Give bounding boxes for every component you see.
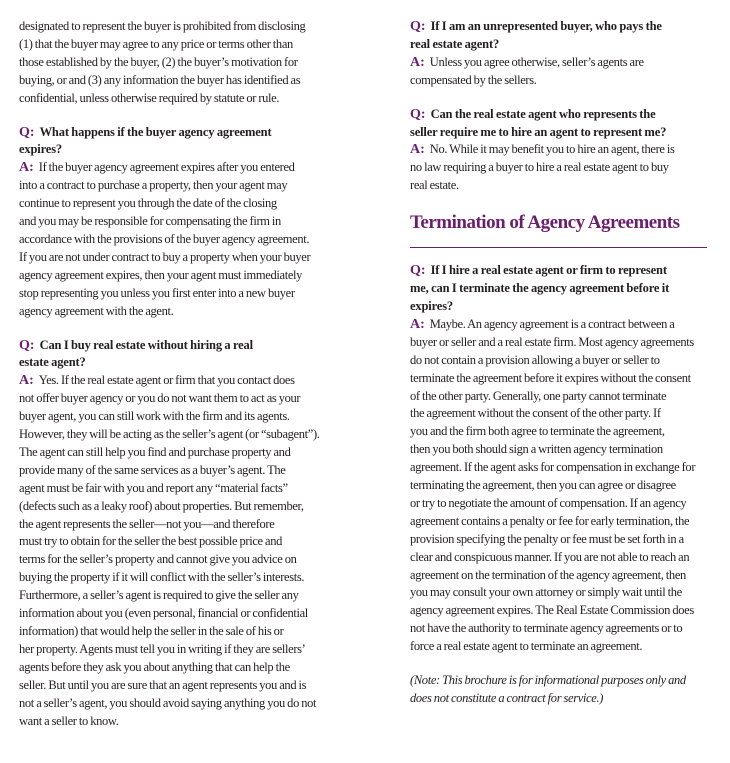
answer-line: agency agreement with the agent. xyxy=(19,303,174,318)
intro-line: those established by the buyer, (2) the buyer’s motivation for xyxy=(19,54,298,69)
question-line xyxy=(19,124,324,142)
answer-line: seller. But until you are sure that an agent represents you and is xyxy=(19,677,307,692)
answer-line: must try to obtain for the seller the best possible price and xyxy=(19,534,283,549)
question-line: seller require me to hire an agent to represent me? xyxy=(410,124,667,139)
a-mark: A: xyxy=(410,54,425,70)
question-line xyxy=(19,337,324,355)
question-line: real estate agent? xyxy=(410,36,500,51)
qa-who-pays-agent xyxy=(410,18,707,90)
q-mark: Q: xyxy=(410,19,426,34)
q-mark: Q: xyxy=(410,263,426,279)
a-mark: A: xyxy=(19,373,34,389)
answer-line: If you are not under contract to buy a property when your buyer xyxy=(19,249,311,264)
answer-line: Furthermore, a seller’s agent is required to give the seller any xyxy=(19,588,299,603)
answer-line: not have the authority to terminate agency agreements or to xyxy=(410,621,683,636)
question-text: Can I buy real estate without hiring a real xyxy=(39,337,253,352)
answer-line xyxy=(19,159,324,177)
answer-line: do not contain a provision allowing a buyer or seller to xyxy=(410,352,660,367)
a-mark: A: xyxy=(410,316,425,332)
question-line: expires? xyxy=(19,142,63,157)
answer-line: or try to negotiate the amount of compensation. If an agency xyxy=(410,495,687,510)
answer-line: then you both should sign a written agency termination xyxy=(410,442,663,457)
question xyxy=(19,124,324,160)
answer-text: Maybe. An agency agreement is a contract between a xyxy=(429,316,675,331)
section-title: Termination of Agency Agreements xyxy=(410,212,680,234)
answer-line xyxy=(410,54,707,72)
answer-line: terminate the agreement before it expires without the consent xyxy=(410,370,691,385)
qa-seller-require-agent xyxy=(410,106,707,196)
answer-line: compensated by the sellers. xyxy=(410,72,537,87)
answer-text: If the buyer agency agreement expires after you entered xyxy=(38,160,295,175)
answer-text: No. While it may benefit you to hire an agent, there is xyxy=(429,142,675,157)
left-column xyxy=(19,18,324,746)
answer-line: agreement. If the agent asks for compensation in exchange for xyxy=(410,460,696,475)
answer-line: buyer agent, you can still work with the firm and its agents. xyxy=(19,409,290,424)
question-line: estate agent? xyxy=(19,355,86,370)
qa-terminate-agreement xyxy=(410,262,707,656)
answer-line: (defects such as a leaky roof) about properties. But remember, xyxy=(19,498,304,513)
answer-line xyxy=(410,316,707,334)
answer-line: the agreement without the consent of the other party. If xyxy=(410,406,661,421)
answer-line: information) that would help the seller in the sale of his or xyxy=(19,624,284,638)
q-mark: Q: xyxy=(19,337,35,353)
answer-line: continue to represent you through the date of the closing xyxy=(19,196,277,211)
question xyxy=(410,18,707,54)
answer-line xyxy=(19,372,324,390)
intro-line: buying, or and (3) any information the buyer has identified as xyxy=(19,72,301,87)
question-line xyxy=(410,106,707,124)
answer-line: However, they will be acting as the seller’s agent (or “subagent”). xyxy=(19,427,320,442)
answer-line: agent must be fair with you and report any “material facts” xyxy=(19,480,288,495)
question-text: What happens if the buyer agency agreement xyxy=(39,124,272,139)
a-mark: A: xyxy=(410,142,425,158)
question-text: If I hire a real estate agent or firm to represent xyxy=(430,263,667,278)
answer-line: buying the property if it will conflict with the seller’s interests. xyxy=(19,570,305,585)
answer-line: stop representing you unless you first enter into a new buyer xyxy=(19,285,295,300)
question xyxy=(410,106,707,142)
answer-line: provision specifying the penalty or fee must be set forth in a xyxy=(410,531,684,546)
answer-line: agreement contains a penalty or fee for early termination, the xyxy=(410,513,690,528)
intro-line: (1) that the buyer may agree to any price or terms other than xyxy=(19,36,293,51)
answer-line: real estate. xyxy=(410,178,459,193)
answer-line: you and the firm both agree to terminate the agreement, xyxy=(410,424,665,439)
answer-line: The agent can still help you find and purchase property and xyxy=(19,444,291,459)
answer-line: you may consult your own attorney or simply wait until the xyxy=(410,585,682,600)
answer xyxy=(410,54,707,90)
answer xyxy=(410,316,707,656)
question-line xyxy=(410,262,707,280)
q-mark: Q: xyxy=(19,124,35,140)
answer-line: terms for the seller’s property and cannot give you advice on xyxy=(19,552,297,567)
answer xyxy=(19,372,324,730)
answer-line: terminating the agreement, then you can agree or disagree xyxy=(410,478,676,493)
answer-line: provide many of the same services as a buyer’s agent. The xyxy=(19,462,286,477)
answer-line: of the other party. Generally, one party cannot terminate xyxy=(410,388,667,403)
question xyxy=(410,262,707,316)
answer-line: no law requiring a buyer to hire a real estate agent to buy xyxy=(410,160,669,175)
answer-line: want a seller to know. xyxy=(19,713,119,728)
question xyxy=(19,337,324,373)
answer-line: accordance with the provisions of the buyer agency agreement. xyxy=(19,231,310,246)
note-line: (Note: This brochure is for informational purposes only and xyxy=(410,673,686,688)
answer xyxy=(410,141,707,195)
qa-buy-without-agent xyxy=(19,337,324,731)
question-line: expires? xyxy=(410,298,454,313)
answer-line: information about you (even personal, financial or confidential xyxy=(19,606,308,621)
answer-line: force a real estate agent to terminate an agreement. xyxy=(410,639,643,654)
disclaimer-note xyxy=(410,672,707,708)
right-column xyxy=(410,18,707,708)
answer-line: clear and conspicuous manner. If you are not able to reach an xyxy=(410,549,690,564)
intro-paragraph xyxy=(19,18,324,108)
answer-line: not offer buyer agency or you do not want them to act as your xyxy=(19,391,301,406)
q-mark: Q: xyxy=(410,106,426,122)
intro-line: confidential, unless otherwise required by statute or rule. xyxy=(19,90,280,105)
answer-line: agency agreement expires. The Real Estate Commission does xyxy=(410,603,694,618)
answer-line: agents before they ask you about anything that can help the xyxy=(19,659,290,674)
qa-buyer-agreement-expires xyxy=(19,124,324,321)
answer-line: agreement on the termination of the agency agreement, then xyxy=(410,567,686,582)
answer-line: her property. Agents must tell you in writing if they are sellers’ xyxy=(19,641,306,656)
question-line xyxy=(410,18,707,36)
answer-line: agency agreement expires, then your agent must immediately xyxy=(19,267,303,282)
section-divider xyxy=(410,247,707,248)
answer-text: Unless you agree otherwise, seller’s agents are xyxy=(429,54,644,69)
answer-line: into a contract to purchase a property, then your agent may xyxy=(19,178,288,193)
answer-text: Yes. If the real estate agent or firm that you contact does xyxy=(38,373,295,388)
intro-line: designated to represent the buyer is prohibited from disclosing xyxy=(19,19,306,33)
answer-line: not a seller’s agent, you should avoid saying anything you do not xyxy=(19,695,317,710)
answer-line: and you may be responsible for compensating the firm in xyxy=(19,214,281,229)
note-line: does not constitute a contract for service.) xyxy=(410,691,604,705)
a-mark: A: xyxy=(19,160,34,176)
question-text: Can the real estate agent who represents the xyxy=(430,106,656,121)
answer-line: buyer or seller and a real estate firm. Most agency agreements xyxy=(410,334,694,349)
question-line: me, can I terminate the agency agreement before it xyxy=(410,281,670,296)
answer-line xyxy=(410,141,707,159)
answer-line: the agent represents the seller—not you—and therefore xyxy=(19,516,275,531)
question-text: If I am an unrepresented buyer, who pays the xyxy=(430,19,662,33)
answer xyxy=(19,159,324,320)
